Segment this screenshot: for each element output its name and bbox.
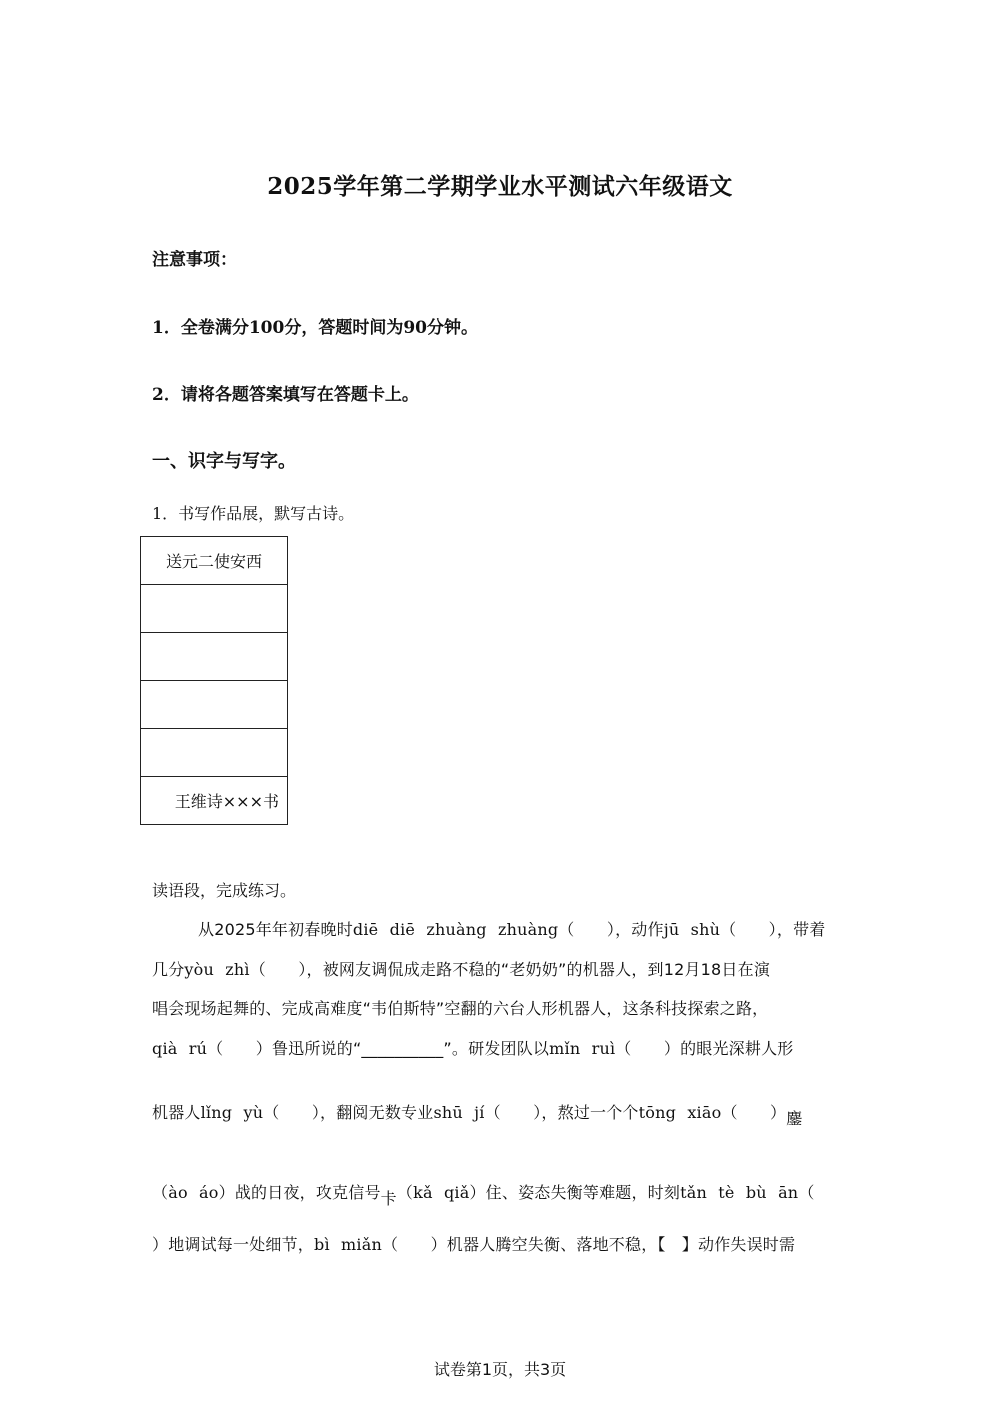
pinyin-prompt: yòu zhì: [184, 960, 250, 979]
answer-blank[interactable]: （ ），动作: [558, 920, 664, 939]
reading-line-2: [152, 957, 852, 980]
reading-line-6: [152, 1180, 852, 1208]
answer-blank[interactable]: （ ）机器人腾空失衡、落地不稳，【 】动作失误时需: [382, 1235, 796, 1254]
text-segment: ）战的日夜，攻克信号: [218, 1183, 381, 1202]
page-footer: 试卷第1页，共3页: [433, 1360, 567, 1379]
polyphonic-char: 鏖: [786, 1109, 803, 1128]
answer-blank[interactable]: （ ），翻阅无数专业: [263, 1103, 434, 1122]
answer-blank[interactable]: （ ），熬过一个个: [484, 1103, 639, 1122]
pinyin-prompt: diē diē zhuàng zhuàng: [352, 920, 559, 939]
reading-line-1: [198, 917, 898, 940]
poem-blank-row[interactable]: [141, 585, 288, 633]
pinyin-prompt: lǐng yù: [200, 1103, 264, 1122]
poem-blank-row[interactable]: [141, 729, 288, 777]
pinyin-prompt: tōng xiāo: [638, 1103, 722, 1122]
pinyin-prompt: bì miǎn: [314, 1235, 382, 1254]
question-prompt: 1．书写作品展，默写古诗。: [152, 504, 355, 523]
text-segment: 几分: [152, 960, 185, 979]
choice-bracket: （: [152, 1183, 169, 1202]
answer-blank[interactable]: （ ）鲁迅所说的“__________”。研发团队以: [207, 1039, 550, 1058]
answer-blank[interactable]: （ ），被网友调侃成走路不稳的“老奶奶”的机器人，到12月18日在演: [249, 960, 771, 979]
text-segment: 从2025年年初春晚时: [198, 920, 353, 939]
poem-title-cell: 送元二使安西: [141, 537, 288, 585]
reading-line-3: [152, 996, 852, 1019]
exam-title: 2025学年第二学期学业水平测试六年级语文: [267, 173, 733, 200]
pinyin-choice[interactable]: ào áo: [168, 1183, 219, 1202]
pinyin-choice[interactable]: kǎ qiǎ: [413, 1183, 470, 1202]
text-segment: ）住、姿态失衡等难题，时刻: [469, 1183, 681, 1202]
notice-item-1: 1．全卷满分100分，答题时间为90分钟。: [152, 318, 478, 338]
poem-blank-row[interactable]: [141, 681, 288, 729]
answer-blank[interactable]: ）地调试每一处细节，: [152, 1235, 315, 1254]
reading-intro: 读语段，完成练习。: [152, 881, 297, 900]
answer-blank[interactable]: （: [798, 1183, 815, 1202]
pinyin-prompt: tǎn tè bù ān: [680, 1183, 799, 1202]
pinyin-prompt: shū jí: [433, 1103, 485, 1122]
pinyin-prompt: mǐn ruì: [549, 1039, 616, 1058]
poem-blank-row[interactable]: [141, 633, 288, 681]
choice-bracket: （: [396, 1183, 414, 1202]
text-segment: 唱会现场起舞的、完成高难度“韦伯斯特”空翻的六台人形机器人，这条科技探索之路，: [152, 999, 769, 1018]
section-heading: 一、识字与写字。: [152, 451, 296, 472]
reading-line-7: [152, 1232, 852, 1255]
text-segment: 机器人: [152, 1103, 201, 1122]
reading-line-4: [152, 1036, 852, 1059]
poem-author-cell: 王维诗×××书: [141, 777, 288, 825]
answer-blank[interactable]: （ ）: [721, 1103, 787, 1122]
answer-blank[interactable]: （ ）的眼光深耕人形: [615, 1039, 794, 1058]
pinyin-prompt: qià rú: [152, 1039, 208, 1058]
polyphonic-char: 卡: [380, 1189, 397, 1208]
answer-blank[interactable]: （ ），带着: [720, 920, 826, 939]
poem-writing-table: [140, 536, 288, 825]
notice-item-2: 2．请将各题答案填写在答题卡上。: [152, 385, 419, 405]
pinyin-prompt: jū shù: [663, 920, 721, 939]
notice-label: 注意事项：: [152, 250, 237, 270]
reading-line-5: [152, 1100, 852, 1128]
